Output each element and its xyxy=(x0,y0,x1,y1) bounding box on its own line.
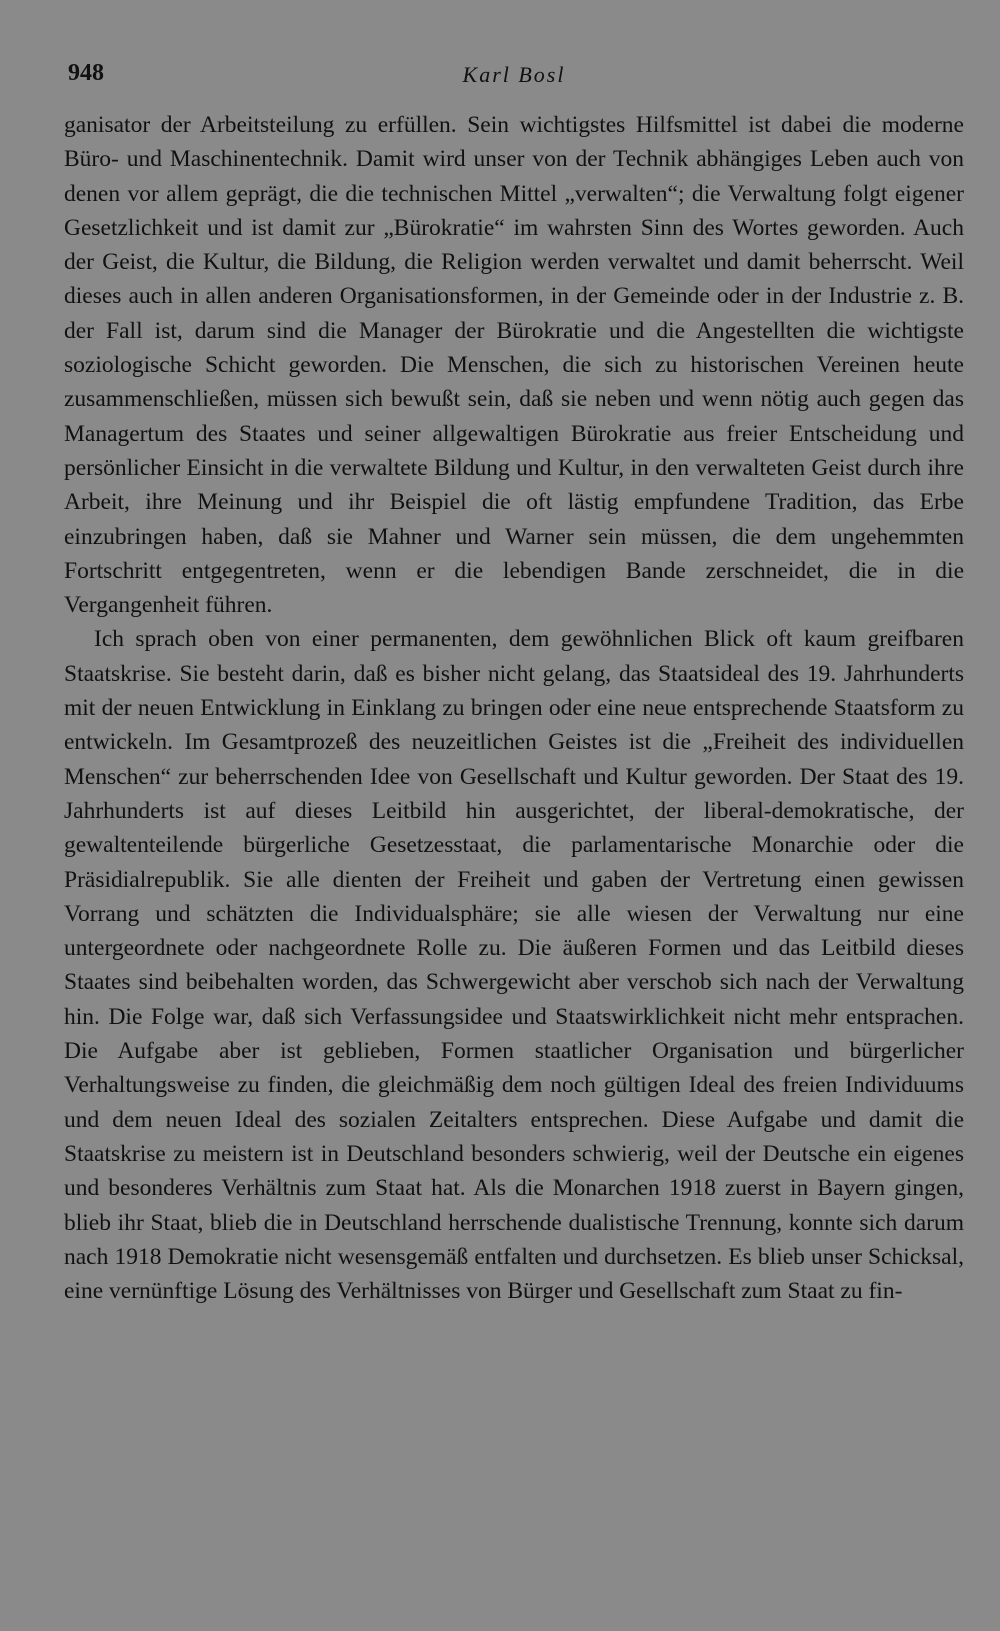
book-page xyxy=(64,56,964,1308)
running-head-author: Karl Bosl xyxy=(462,62,566,87)
paragraph: ganisator der Arbeitsteilung zu erfüllen. Sein wichtigstes Hilfsmittel ist dabei die moderne Büro- und Maschinentechnik. Damit wird unser von der Technik abhängiges Leben auch von denen vor allem geprägt, die die technischen Mittel „verwalten“; die Verwaltung folgt eigener Gesetzlichkeit und ist damit zur „Bürokratie“ im wahrsten Sinn des Wortes geworden. Auch der Geist, die Kultur, die Bildung, die Religion werden verwaltet und damit beherrscht. Weil dieses auch in allen anderen Organisationsformen, in der Gemeinde oder in der Industrie z. B. der Fall ist, darum sind die Manager der Bürokratie und die Angestellten die wichtigste soziologische Schicht geworden. Die Menschen, die sich zu historischen Vereinen heute zusammenschließen, müssen sich bewußt sein, daß sie neben und wenn nötig auch gegen das Managertum des Staates und seiner allgewaltigen Bürokratie aus freier Entscheidung und persönlicher Einsicht in die verwaltete Bildung und Kultur, in den verwalteten Geist durch ihre Arbeit, ihre Meinung und ihr Beispiel die oft lästig empfundene Tradition, das Erbe einzubringen haben, daß sie Mahner und Warner sein müssen, die dem ungehemmten Fortschritt entgegentreten, wenn er die lebendigen Bande zerschneidet, die in die Vergangenheit führen. xyxy=(64,112,964,619)
paragraph: Ich sprach oben von einer permanenten, dem gewöhnlichen Blick oft kaum greifbaren Staatskrise. Sie besteht darin, daß es bisher nicht gelang, das Staatsideal des 19. Jahrhunderts mit der neuen Entwicklung in Einklang zu bringen oder eine neue entsprechende Staatsform zu entwickeln. Im Gesamtprozeß des neuzeitlichen Geistes ist die „Freiheit des individuellen Menschen“ zur beherrschenden Idee von Gesellschaft und Kultur geworden. Der Staat des 19. Jahrhunderts ist auf dieses Leitbild hin ausgerichtet, der liberal-demokratische, der gewaltenteilende bürgerliche Gesetzesstaat, die parlamentarische Monarchie oder die Präsidialrepublik. Sie alle dienten der Freiheit und gaben der Vertretung einen gewissen Vorrang und schätzten die Individualsphäre; sie alle wiesen der Verwaltung nur eine untergeordnete oder nachgeordnete Rolle zu. Die äußeren Formen und das Leitbild dieses Staates sind beibehalten worden, das Schwergewicht aber verschob sich nach der Verwaltung hin. Die Folge war, daß sich Verfassungsidee und Staatswirklichkeit nicht mehr entsprachen. Die Aufgabe aber ist geblieben, Formen staatlicher Organisation und bürgerlicher Verhaltungsweise zu finden, die gleichmäßig dem noch gültigen Ideal des freien Individuums und dem neuen Ideal des sozialen Zeitalters entsprechen. Diese Aufgabe und damit die Staatskrise zu meistern ist in Deutschland besonders schwierig, weil der Deutsche ein eigenes und besonderes Verhältnis zum Staat hat. Als die Monarchen 1918 zuerst in Bayern gingen, blieb ihr Staat, blieb die in Deutschland herrschende dualistische Trennung, konnte sich darum nach 1918 Demokratie nicht wesensgemäß entfalten und durchsetzen. Es blieb unser Schicksal, eine vernünftige Lösung des Verhältnisses von Bürger und Gesellschaft zum Staat zu fin- xyxy=(64,626,964,1305)
body-text xyxy=(64,108,964,1308)
running-head xyxy=(64,56,964,98)
page-number: 948 xyxy=(68,60,104,86)
